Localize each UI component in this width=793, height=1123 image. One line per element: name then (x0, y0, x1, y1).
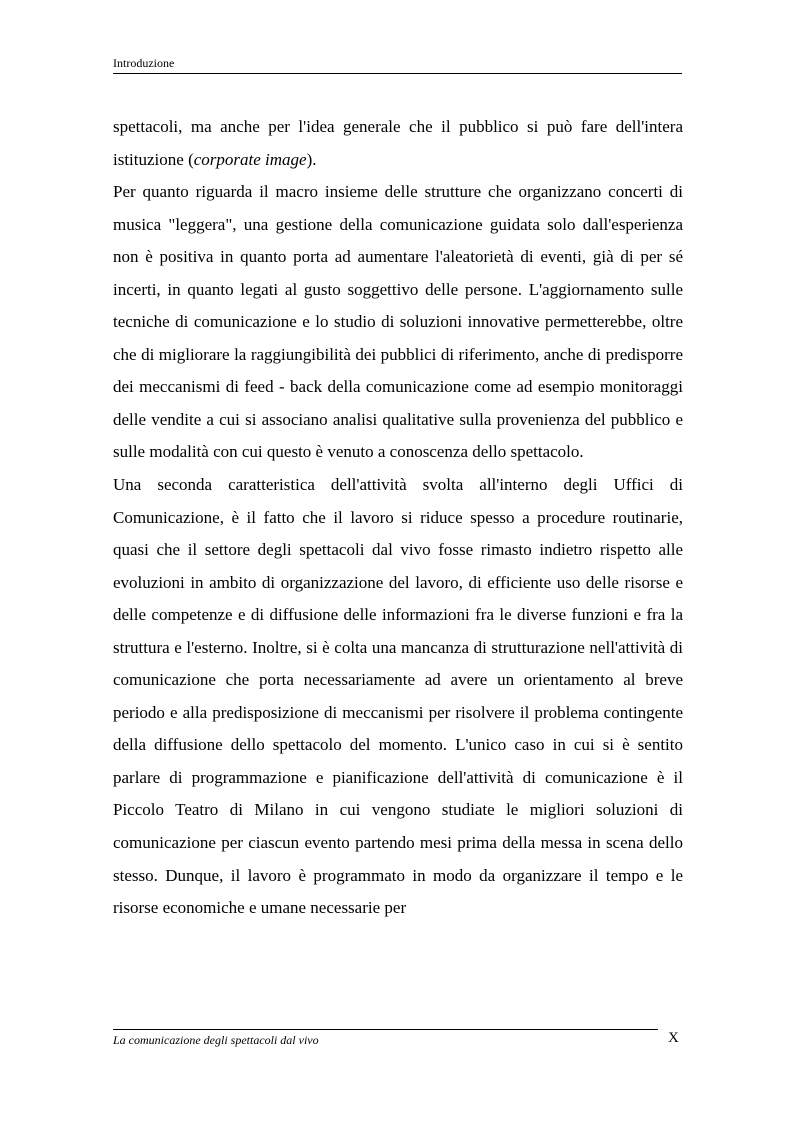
main-text (113, 111, 683, 925)
paragraph-continuation (113, 111, 683, 176)
running-header (113, 56, 682, 74)
page-number: X (668, 1030, 679, 1046)
footer-divider (113, 1029, 658, 1030)
corporate-image-term: corporate image (193, 149, 307, 169)
paragraph-concerti: Per quanto riguarda il macro insieme delle strutture che organizzano concerti di musica "leggera", una gestione della comunicazione guidata solo dall'esperienza non è positiva in quanto porta ad aumentare l'aleatorietà di eventi, già di per sé incerti, in quanto legati al gusto soggettivo delle persone. L'aggiornamento sulle tecniche di comunicazione e lo studio di soluzioni innovative permetterebbe, oltre che di migliorare la raggiungibilità dei pubblici di riferimento, anche di predisporre dei meccanismi di feed - back della comunicazione come ad esempio monitoraggi delle vendite a cui si associano analisi qualitative sulla provenienza del pubblico e sulle modalità con cui questo è venuto a conoscenza dello spettacolo. (113, 182, 683, 462)
paragraph-1-end: ). (306, 149, 317, 169)
paragraph-1-text: spettacoli, ma anche per l'idea generale che il pubblico si può fare dell'intera istituzione ( (113, 117, 683, 169)
running-footer-title: La comunicazione degli spettacoli dal vivo (113, 1033, 319, 1047)
header-title: Introduzione (113, 56, 175, 70)
paragraph-uffici-comunicazione: Una seconda caratteristica dell'attività svolta all'interno degli Uffici di Comunicazione, è il fatto che il lavoro si riduce spesso a procedure routinarie, quasi che il settore degli spettacoli dal vivo fosse rimasto indietro rispetto alle evoluzioni in ambito di organizzazione del lavoro, di efficiente uso delle risorse e delle competenze e di diffusione delle informazioni fra le diverse funzioni e fra la struttura e l'esterno. Inoltre, si è colta una mancanza di strutturazione nell'attività di comunicazione che porta necessariamente ad avere un orientamento al breve periodo e alla predisposizione di meccanismi per risolvere il problema contingente della diffusione dello spettacolo del momento. L'unico caso in cui si è sentito parlare di programmazione e pianificazione dell'attività di comunicazione è il Piccolo Teatro di Milano in cui vengono studiate le migliori soluzioni di comunicazione per ciascun evento partendo mesi prima della messa in scena dello stesso. Dunque, il lavoro è programmato in modo da organizzare il tempo e le risorse economiche e umane necessarie per (113, 475, 683, 918)
